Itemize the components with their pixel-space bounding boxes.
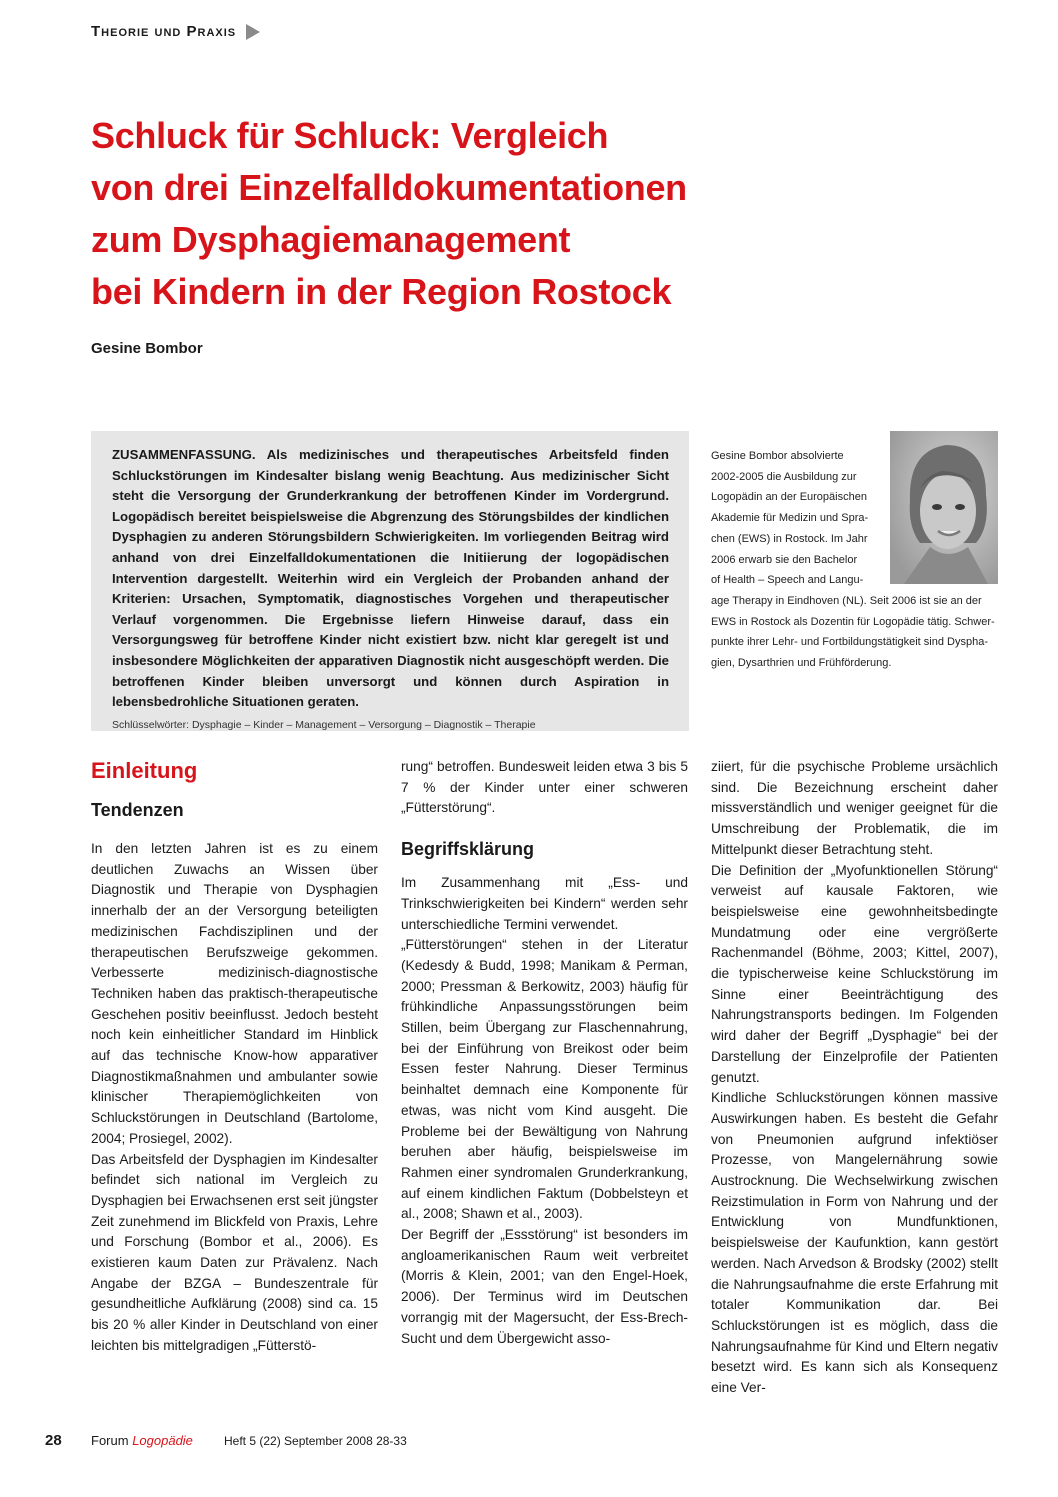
heading-tendenzen: Tendenzen xyxy=(91,800,184,820)
bio-line: Logopädin an der Europäischen xyxy=(711,491,867,504)
journal-name-part: Logopädie xyxy=(132,1433,193,1448)
title-line: von drei Einzelfalldokumentationen xyxy=(91,167,687,208)
bio-line: Gesine Bombor absolvierte xyxy=(711,450,844,462)
text-column-1 xyxy=(91,757,378,1357)
bio-line: gien, Dysarthrien und Frühförderung. xyxy=(711,657,892,670)
page-footer xyxy=(0,1432,1058,1456)
bio-line: Akademie für Medizin und Spra- xyxy=(711,512,869,525)
text-column-2 xyxy=(401,757,688,1349)
paragraph: Die Definition der „Myofunktionellen Störung“ verweist auf kausale Faktoren, wie beispielsweise eine gewohnheitsbedingte Mundatmung oder eine vergrößerte Rachenmandel (Böhme, 2003; Kittel, 2007), die typischerweise keine Schluckstörung im Sinne einer Beeinträchtigung des Nahrungstransports bedingen. Im Folgenden wird daher der Begriff „Dysphagie“ bei der Darstellung der Einzelprofile der Patienten genutzt. xyxy=(711,862,998,1085)
article-title xyxy=(91,110,771,318)
heading-einleitung: Einleitung xyxy=(91,758,198,783)
keywords: Schlüsselwörter: Dysphagie – Kinder – Management – Versorgung – Diagnostik – Therapie xyxy=(112,718,536,731)
bio-line: punkte ihrer Lehr- und Fortbildungstätigkeit sind Dyspha- xyxy=(711,636,988,649)
abstract-box xyxy=(91,431,689,731)
paragraph: Der Begriff der „Essstörung“ ist besonders im angloamerikanischen Raum weit verbreitet (Morris & Klein, 2001; van den Engel-Hoek, 2006). Der Terminus wird im Deutschen vorrangig mit der Magersucht, der Ess-Brech-Sucht und dem Übergewicht asso- xyxy=(401,1227,688,1346)
paragraph: Kindliche Schluckstörungen können massive Auswirkungen haben. Es besteht die Gefahr von Pneumonien aufgrund infektiöser Prozesse, von Mangelernährung sowie Austrocknung. Die Wechselwirkung zwischen Reizstimulation in Form von Nahrung und der Entwicklung von Mundfunktionen, beispielsweise der Kaufunktion, kann gestört werden. Nach Arvedson & Brodsky (2002) stellt die Nahrungsaufnahme die erste Erfahrung mit totaler Kommunikation dar. Bei Schluckstörungen ist es möglich, dass die Nahrungsaufnahme für Kind und Eltern negativ besetzt wird. Es kann sich als Konsequenz eine Ver- xyxy=(711,1090,998,1396)
paragraph: In den letzten Jahren ist es zu einem deutlichen Zuwachs an Wissen über Diagnostik und Therapie von Dysphagien innerhalb der an der Versorgung beteiligten medizinischen Fachdisziplinen und der therapeutischen Berufszweige gekommen. Verbesserte medizinisch-diagnostische Techniken haben das praktisch-therapeutische Geschehen positiv beeinflusst. Jedoch besteht noch kein einheitlicher Standard im Hinblick auf das technische Know-how apparativer Diagnostikmaßnahmen und ambulanter sowie klinischer Therapiemöglichkeiten von Schluckstörungen in Deutschland (Bartolome, 2004; Prosiegel, 2002). xyxy=(91,841,378,1146)
bio-line: chen (EWS) in Rostock. Im Jahr xyxy=(711,532,868,545)
section-label: Theorie und Praxis xyxy=(91,23,237,40)
journal-name-part: Forum xyxy=(91,1433,129,1448)
paragraph: rung“ betroffen. Bundesweit leiden etwa 3 bis 5 7 % der Kinder unter einer schweren „Fütterstörung“. xyxy=(401,759,688,816)
paragraph: ziiert, für die psychische Probleme ursächlich sind. Die Bezeichnung erscheint daher missverständlich und weniger geeignet für die Umschreibung der Problematik, die im Mittelpunkt dieser Betrachtung steht. xyxy=(711,759,998,857)
bio-line: EWS in Rostock als Dozentin für Logopädie tätig. Schwer- xyxy=(711,615,995,628)
bio-line: age Therapy in Eindhoven (NL). Seit 2006 ist sie an der xyxy=(711,594,982,607)
section-header xyxy=(91,23,260,40)
paragraph: Im Zusammenhang mit „Ess- und Trinkschwierigkeiten bei Kindern“ werden sehr unterschiedliche Termini verwendet. xyxy=(401,875,688,932)
issue-info: Heft 5 (22) September 2008 28-33 xyxy=(224,1434,407,1448)
paragraph: Das Arbeitsfeld der Dysphagien im Kindesalter befindet sich national im Vergleich zu Dysphagien bei Erwachsenen erst seit jüngster Zeit zunehmend im Blickfeld von Praxis, Lehre und Forschung (Bombor et al., 2006). Es existieren kaum Daten zur Prävalenz. Nach Angabe der BZGA – Bundeszentrale für gesundheitliche Aufklärung (2008) sind ca. 15 bis 20 % aller Kinder in Deutschland von einer leichten bis mittelgradigen „Fütterstö- xyxy=(91,1151,378,1353)
bio-line: 2006 erwarb sie den Bachelor xyxy=(711,553,858,566)
page-number: 28 xyxy=(45,1432,62,1449)
paragraph: „Fütterstörungen“ stehen in der Literatur (Kedesdy & Budd, 1998; Manikam & Perman, 2000; Pressman & Berkowitz, 2003) häufig für frühkindliche Anpassungsstörungen beim Stillen, beim Übergang zur Flaschennahrung, bei der Einführung von Breikost oder beim Essen fester Nahrung. Dieser Terminus beinhaltet demnach eine Komponente für etwas, was nicht vom Kind ausgeht. Die Probleme bei der Bewältigung von Nahrung beruhen aber häufig, beispielsweise im Rahmen einer syndromalen Grunderkrankung, auf einem kindlichen Faktum (Dobbelsteyn et al., 2008; Shawn et al., 2003). xyxy=(401,937,688,1222)
bio-line: 2002-2005 die Ausbildung zur xyxy=(711,470,857,483)
journal-name xyxy=(91,1433,193,1448)
title-line: Schluck für Schluck: Vergleich xyxy=(91,115,609,156)
heading-begriffsklaerung: Begriffsklärung xyxy=(401,839,535,860)
title-line: bei Kindern in der Region Rostock xyxy=(91,271,672,312)
triangle-right-icon xyxy=(246,24,260,40)
author-name: Gesine Bombor xyxy=(91,340,203,357)
abstract-text: ZUSAMMENFASSUNG. Als medizinisches und therapeutisches Arbeitsfeld finden Schluckstörungen im Kindesalter bislang wenig Beachtung. Aus medizinischer Sicht steht die Versorgung der Grunderkrankung der betroffenen Kinder im Vordergrund. Logopädisch bereitet beispielsweise die Abgrenzung des Störungsbildes der kindlichen Dysphagien zu anderen Störungsbildern Schwierigkeiten. Im vorliegenden Beitrag wird anhand von drei Einzelfalldokumentationen die Initiierung der logopädischen Intervention dargestellt. Weiterhin wird ein Vergleich der Probanden anhand der Kriterien: Ursachen, Symptomatik, diagnostisches Vorgehen und therapeutischer Verlauf vorgenommen. Die Ergebnisse liefern Hinweise darauf, dass ein Versorgungsweg für betroffene Kinder nicht existiert bzw. nicht klar geregelt ist und insbesondere Möglichkeiten der apparativen Diagnostik nicht ausgeschöpft werden. Die betroffenen Kinder bleiben unversorgt und können durch Aspiration in lebensbedrohliche Situationen geraten. xyxy=(112,447,669,710)
text-column-3 xyxy=(711,757,998,1399)
author-bio xyxy=(711,446,1001,674)
title-line: zum Dysphagiemanagement xyxy=(91,219,571,260)
bio-line: of Health – Speech and Langu- xyxy=(711,574,864,587)
